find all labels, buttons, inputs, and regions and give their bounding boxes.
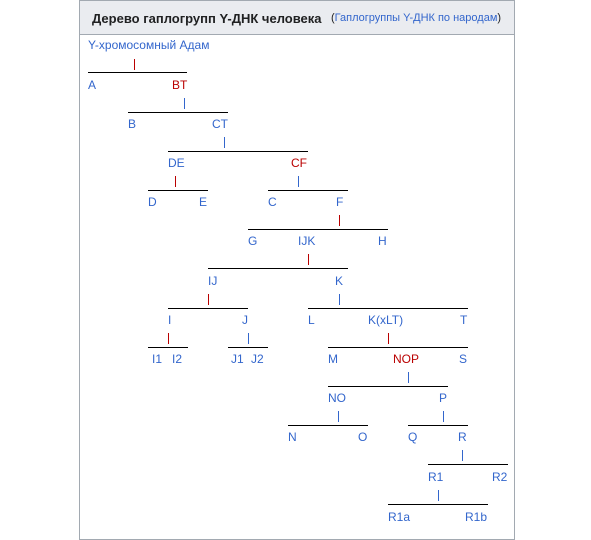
node-T[interactable]: T	[460, 313, 468, 327]
branch-line-NOP	[328, 386, 448, 387]
connector-NO	[338, 411, 339, 422]
connector-CF	[298, 176, 299, 187]
branch-line-IJK	[208, 268, 348, 269]
node-R1b[interactable]: R1b	[465, 510, 488, 524]
tree-header	[80, 1, 514, 35]
node-R2[interactable]: R2	[492, 470, 508, 484]
node-R[interactable]: R	[458, 430, 467, 444]
node-S[interactable]: S	[459, 352, 468, 366]
branch-line-F	[248, 229, 388, 230]
node-F[interactable]: F	[336, 195, 344, 209]
branch-line-DE	[148, 190, 208, 191]
connector-NOP	[408, 372, 409, 383]
branch-line-NO	[288, 425, 368, 426]
node-IJ[interactable]: IJ	[208, 274, 218, 288]
connector-BT	[184, 98, 185, 109]
node-H[interactable]: H	[378, 234, 387, 248]
branch-line-K	[308, 308, 468, 309]
subtitle-close-paren: )	[497, 12, 502, 24]
connector-CT	[224, 137, 225, 148]
node-Q[interactable]: Q	[408, 430, 418, 444]
connector-P	[443, 411, 444, 422]
node-C[interactable]: C	[268, 195, 277, 209]
node-O[interactable]: O	[358, 430, 368, 444]
tree-subtitle	[331, 12, 501, 24]
node-y-adam[interactable]: Y-хромосомный Адам	[88, 38, 210, 52]
node-D[interactable]: D	[148, 195, 157, 209]
branch-line-CT	[168, 151, 308, 152]
node-A[interactable]: A	[88, 78, 97, 92]
node-R1a[interactable]: R1a	[388, 510, 411, 524]
connector-R	[462, 450, 463, 461]
node-I2[interactable]: I2	[172, 352, 183, 366]
branch-line-IJ	[168, 308, 248, 309]
node-N[interactable]: N	[288, 430, 297, 444]
branch-line-root	[88, 72, 187, 73]
node-CT[interactable]: CT	[212, 117, 228, 131]
node-J[interactable]: J	[242, 313, 248, 327]
node-L[interactable]: L	[308, 313, 315, 327]
node-NOP[interactable]: NOP	[393, 352, 420, 366]
connector-DE	[175, 176, 176, 187]
node-G[interactable]: G	[248, 234, 258, 248]
branch-line-KxLT	[328, 347, 468, 348]
node-DE[interactable]: DE	[168, 156, 185, 170]
branch-line-R1	[388, 504, 488, 505]
subtitle-open-paren: (	[331, 12, 335, 24]
branch-line-I	[148, 347, 188, 348]
node-B[interactable]: B	[128, 117, 137, 131]
node-IJK[interactable]: IJK	[298, 234, 316, 248]
node-NO[interactable]: NO	[328, 391, 346, 405]
connector-IJK	[308, 254, 309, 265]
node-J1[interactable]: J1	[231, 352, 244, 366]
node-E[interactable]: E	[199, 195, 208, 209]
node-J2[interactable]: J2	[251, 352, 264, 366]
node-KxLT[interactable]: K(xLT)	[368, 313, 404, 327]
connector-R1	[438, 490, 439, 501]
branch-line-R	[428, 464, 508, 465]
connector-J	[248, 333, 249, 344]
node-I1[interactable]: I1	[152, 352, 163, 366]
haplogroup-tree-box	[79, 0, 515, 540]
connector-KxLT	[388, 333, 389, 344]
branch-line-J	[228, 347, 268, 348]
branch-line-P	[408, 425, 468, 426]
node-I[interactable]: I	[168, 313, 172, 327]
connector-root	[134, 59, 135, 70]
node-BT[interactable]: BT	[172, 78, 188, 92]
node-CF[interactable]: CF	[291, 156, 307, 170]
branch-line-BT	[128, 112, 228, 113]
tree-title: Дерево гаплогрупп Y-ДНК человека	[92, 11, 322, 26]
connector-F	[339, 215, 340, 226]
connector-K	[339, 294, 340, 305]
node-K[interactable]: K	[335, 274, 344, 288]
haplogroups-by-peoples-link[interactable]: Гаплогруппы Y-ДНК по народам	[334, 12, 498, 24]
connector-IJ	[208, 294, 209, 305]
node-M[interactable]: M	[328, 352, 338, 366]
node-R1[interactable]: R1	[428, 470, 444, 484]
node-P[interactable]: P	[439, 391, 448, 405]
branch-line-CF	[268, 190, 348, 191]
connector-I	[168, 333, 169, 344]
